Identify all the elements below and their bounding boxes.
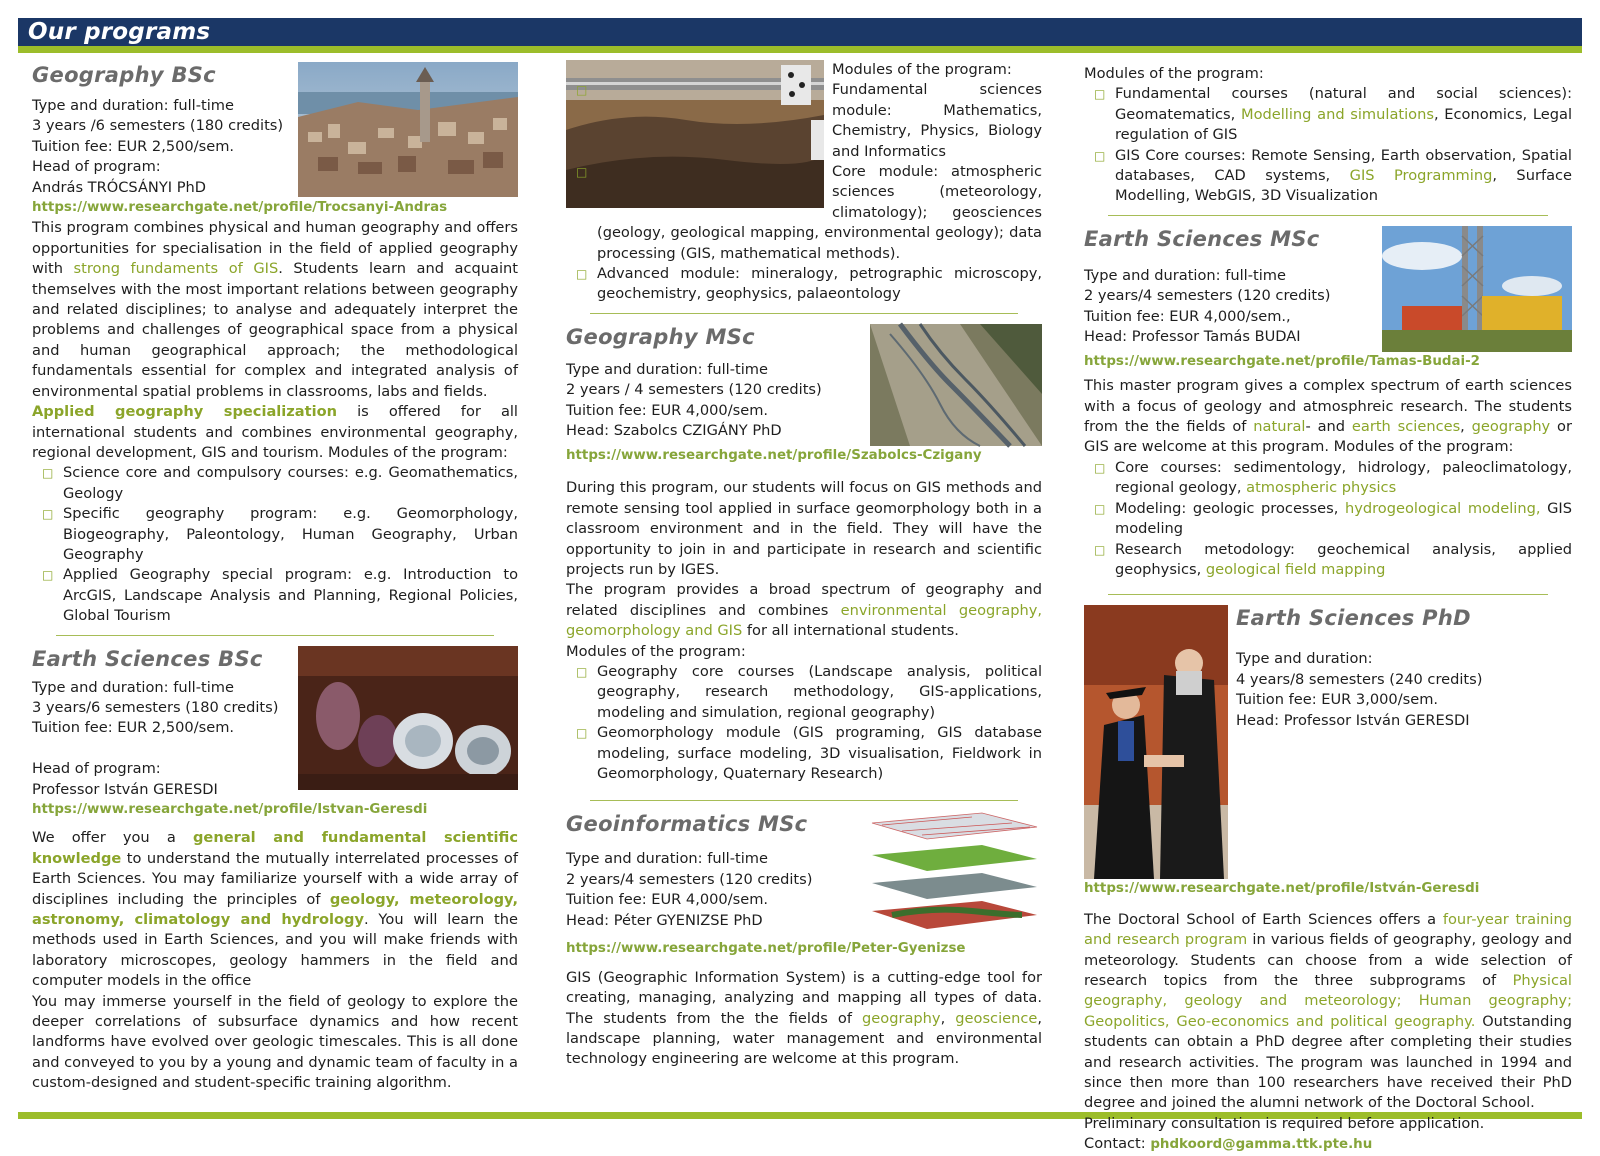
text-run: The program provides a broad spectrum of geography and related disciplines and combines bbox=[566, 581, 1042, 619]
section-divider bbox=[590, 313, 1018, 314]
geo-msc-modules-intro: Modules of the program: bbox=[566, 642, 746, 660]
geo-msc-description-2 bbox=[566, 580, 1042, 641]
geoinformatics-msc-section bbox=[566, 811, 1042, 1069]
es-bsc-modules-intro: Modules of the program: bbox=[832, 61, 1012, 78]
highlight-text: four-year training and research program bbox=[1084, 910, 1573, 949]
geo-msc-info-fee: Tuition fee: EUR 4,000/sem. bbox=[566, 401, 769, 419]
text-run: This master program gives a complex spectrum of earth sciences with a focus of geology and atmosphreic research. The students from the the fields of bbox=[1084, 377, 1572, 436]
text-run: This program combines physical and human geography and offers opportunities for specialisation in the field of applied geography with bbox=[32, 219, 518, 278]
geo-msc-modules bbox=[566, 662, 1042, 784]
river-aerial-photo bbox=[870, 324, 1042, 446]
geo-msc-description: During this program, our students will focus on GIS methods and remote sensing tool applied in surface geomorphology both in a classroom environment and in the field. They will have the opportunity to join in and participate in research and scientific projects run by IGES. bbox=[566, 479, 1042, 578]
text-run: We offer you a bbox=[32, 829, 193, 847]
text-run: Core courses: sedimentology, hidrology, paleoclimatology, regional geology, bbox=[1115, 458, 1572, 497]
geography-bsc-section bbox=[32, 62, 518, 627]
text-run: for all international students. bbox=[742, 622, 959, 640]
list-item: □ Fundamental sciences module: Mathematics, Chemistry, Physics, Biology and Informatics bbox=[566, 80, 1042, 162]
list-item: □ Specific geography program: e.g. Geomorphology, Biogeography, Paleontology, Human Geography, Urban Geography bbox=[32, 504, 518, 565]
text-run: Outstanding students can obtain a PhD degree after completing their studies and research activities. The program was launched in 1994 and since then more than 100 researchers have received their PhD degree and joined the alumni network of the Doctoral School. bbox=[1084, 1012, 1572, 1112]
geoinf-modules-list bbox=[1084, 84, 1572, 206]
highlight-text: geological field mapping bbox=[1205, 560, 1386, 578]
geoinf-modules-section bbox=[1084, 64, 1572, 207]
geoinf-info-type: Type and duration: full-time bbox=[566, 850, 768, 868]
es-bsc-info-type: Type and duration: full-time bbox=[32, 678, 234, 696]
geo-msc-info-duration: 2 years / 4 semesters (120 credits) bbox=[566, 381, 822, 399]
geo-msc-profile-link[interactable]: https://www.researchgate.net/profile/Szabolcs-Czigany bbox=[566, 447, 982, 463]
earth-sciences-bsc-section bbox=[32, 646, 518, 1094]
gis-layers-icon bbox=[862, 811, 1042, 939]
highlight-text: natural bbox=[1253, 418, 1306, 436]
es-bsc-modules-list bbox=[566, 80, 1042, 304]
highlight-text: GIS Programming bbox=[1349, 167, 1493, 185]
list-item: □ Advanced module: mineralogy, petrographic microscopy, geochemistry, geophysics, palaeontology bbox=[566, 264, 1042, 305]
list-item bbox=[1084, 458, 1572, 499]
es-bsc-info-head: Professor István GERESDI bbox=[32, 780, 218, 798]
es-msc-info-type: Type and duration: full-time bbox=[1084, 266, 1286, 284]
highlight-text: geology, meteorology, astronomy, climatology and hydrology bbox=[32, 890, 518, 929]
earth-sciences-phd-section bbox=[1084, 605, 1572, 1155]
geography-bsc-info-fee: Tuition fee: EUR 2,500/sem. bbox=[32, 137, 235, 155]
earth-sciences-msc-title: Earth Sciences MSc bbox=[1084, 226, 1320, 251]
geoinf-modules-intro: Modules of the program: bbox=[1084, 65, 1264, 82]
es-phd-info-head: Head: Professor István GERESDI bbox=[1236, 711, 1470, 729]
text-run: GIS modeling bbox=[1115, 499, 1572, 538]
text-run: The Doctoral School of Earth Sciences offers a bbox=[1084, 910, 1443, 928]
highlight-text: general and fundamental scientific knowledge bbox=[32, 829, 519, 867]
es-bsc-info-head-label: Head of program: bbox=[32, 760, 161, 778]
es-msc-info-duration: 2 years/4 semesters (120 credits) bbox=[1084, 287, 1331, 305]
text-run: or GIS are welcome at this program. Modules of the program: bbox=[1084, 418, 1572, 456]
geography-msc-section bbox=[566, 324, 1042, 785]
list-item: □ Science core and compulsory courses: e.g. Geomathematics, Geology bbox=[32, 463, 518, 504]
text-run: , bbox=[1460, 418, 1472, 436]
text-run: Research metodology: geochemical analysis, applied geophysics, bbox=[1115, 540, 1572, 578]
geography-bsc-title: Geography BSc bbox=[32, 63, 216, 87]
es-msc-description bbox=[1084, 376, 1572, 458]
es-msc-info-fee: Tuition fee: EUR 4,000/sem., bbox=[1084, 307, 1291, 325]
es-msc-profile-link[interactable]: https://www.researchgate.net/profile/Tamas-Budai-2 bbox=[1084, 353, 1480, 369]
highlight-text: earth sciences bbox=[1351, 418, 1461, 436]
text-run: , Economics, Legal regulation of GIS bbox=[1115, 105, 1573, 144]
es-bsc-description-2: You may immerse yourself in the field of geology to explore the deeper correlations of subsurface dynamics and how recent landforms have evolved over geologic timescales. This is all done and conveyed to you by a young and dynamic team of faculty in a custom-designed and student-specific training algorithm. bbox=[32, 992, 518, 1092]
highlight-text: strong fundaments of GIS bbox=[73, 260, 279, 278]
highlight-text: hydrogeological modeling, bbox=[1344, 499, 1541, 517]
geoinformatics-msc-title: Geoinformatics MSc bbox=[566, 812, 808, 837]
column-2 bbox=[566, 60, 1042, 1070]
page-title: Our programs bbox=[28, 19, 211, 45]
geography-bsc-specialization bbox=[32, 402, 518, 463]
es-msc-info-head: Head: Professor Tamás BUDAI bbox=[1084, 328, 1301, 346]
text-run: to understand the mutually interrelated processes of Earth Sciences. You may familiarize yourself with a wide array of disciplines including the principles of bbox=[32, 849, 518, 908]
section-divider bbox=[1108, 215, 1547, 216]
es-phd-info-duration: 4 years/8 semesters (240 credits) bbox=[1236, 670, 1483, 688]
geography-bsc-profile-link[interactable]: https://www.researchgate.net/profile/Trocsanyi-Andras bbox=[32, 200, 448, 216]
list-item bbox=[1084, 540, 1572, 581]
geography-bsc-description bbox=[32, 218, 518, 402]
es-bsc-description bbox=[32, 828, 518, 991]
highlight-text: environmental geography, geomorphology and GIS bbox=[566, 601, 1043, 640]
es-bsc-profile-link[interactable]: https://www.researchgate.net/profile/Istvan-Geresdi bbox=[32, 802, 428, 817]
geography-bsc-modules bbox=[32, 463, 518, 626]
header-bar bbox=[18, 18, 1582, 46]
earth-sciences-bsc-title: Earth Sciences BSc bbox=[32, 646, 263, 671]
list-item: □ Geomorphology module (GIS programing, GIS database modeling, surface modeling, 3D visualisation, Fieldwork in Geomorphology, Quaternary Research) bbox=[566, 723, 1042, 784]
list-item bbox=[1084, 146, 1572, 207]
text-run: . Students learn and acquaint themselves with the most important relations between geography and related disciplines; to analyse and adequately interpret the problems and challenges of geographical space from a physical and human geographical approach; the methodological fundamentals essential for complex and integrated analysis of environmental spatial problems in classrooms, labs and fields. bbox=[32, 260, 519, 400]
text-run: , landscape planning, water management and environmental technology engineering are welcome at this program. bbox=[566, 1009, 1043, 1068]
highlight-text: Modelling and simulations bbox=[1240, 105, 1434, 123]
geography-bsc-info-head: András TRÓCSÁNYI PhD bbox=[32, 178, 206, 196]
istanbul-photo bbox=[298, 62, 518, 197]
geo-msc-info-type: Type and duration: full-time bbox=[566, 360, 768, 378]
contact-label: Contact: bbox=[1084, 1135, 1151, 1153]
section-divider bbox=[590, 800, 1018, 801]
text-run: GIS (Geographic Information System) is a cutting-edge tool for creating, managing, analyzing and mapping all types of data. The students from the the fields of bbox=[566, 968, 1042, 1027]
text-run: , Surface Modelling, WebGIS, 3D Visualization bbox=[1115, 167, 1573, 205]
geoinf-info-fee: Tuition fee: EUR 4,000/sem. bbox=[566, 891, 769, 909]
section-divider bbox=[1108, 594, 1547, 595]
highlight-text: Applied geography specialization bbox=[32, 403, 338, 421]
text-run: is offered for all international students and combines environmental geography, regional development, GIS and tourism. Modules of the program: bbox=[32, 403, 518, 461]
text-run: , bbox=[940, 1009, 956, 1027]
es-phd-profile-link[interactable]: https://www.researchgate.net/profile/István-Geresdi bbox=[1084, 881, 1480, 897]
list-item: □ Core module: atmospheric sciences (meteorology, climatology); geosciences (geology, geological mapping, environmental geology); data processing (GIS, mathematical methods). bbox=[566, 162, 1042, 264]
drilling-rig-photo bbox=[1382, 226, 1572, 352]
geoinf-info-duration: 2 years/4 semesters (120 credits) bbox=[566, 870, 813, 888]
geography-bsc-info-type: Type and duration: full-time bbox=[32, 97, 234, 114]
geography-bsc-info-head-label: Head of program: bbox=[32, 158, 161, 176]
top-accent-bar bbox=[18, 46, 1582, 53]
es-phd-contact bbox=[1084, 1134, 1572, 1155]
list-item: □ Applied Geography special program: e.g. Introduction to ArcGIS, Landscape Analysis and Planning, Regional Policies, Global Tourism bbox=[32, 565, 518, 626]
es-phd-consultation: Preliminary consultation is required before application. bbox=[1084, 1114, 1485, 1132]
geo-msc-info-head: Head: Szabolcs CZIGÁNY PhD bbox=[566, 422, 782, 440]
earth-sciences-phd-title: Earth Sciences PhD bbox=[1236, 606, 1471, 631]
geoinf-info-head: Head: Péter GYENIZSE PhD bbox=[566, 911, 763, 929]
list-item bbox=[1084, 84, 1572, 145]
list-item bbox=[1084, 499, 1572, 540]
highlight-text: geoscience bbox=[955, 1009, 1038, 1027]
es-bsc-info-duration: 3 years/6 semesters (180 credits) bbox=[32, 698, 279, 716]
text-run: - and bbox=[1305, 418, 1352, 436]
text-run: in various fields of geography, geology and meteorology. Students can choose from a wide selection of research topics from the three subprograms of bbox=[1084, 931, 1572, 989]
geography-msc-title: Geography MSc bbox=[566, 324, 755, 349]
geoinf-profile-link[interactable]: https://www.researchgate.net/profile/Peter-Gyenizse bbox=[566, 941, 966, 957]
highlight-text: Physical geography, geology and meteorology; Human geography; Geopolitics, Geo-economics and political geography. bbox=[1084, 971, 1572, 1030]
es-phd-info-fee: Tuition fee: EUR 3,000/sem. bbox=[1236, 691, 1439, 709]
text-run: GIS Core courses: Remote Sensing, Earth observation, Spatial databases, CAD systems, bbox=[1115, 146, 1572, 185]
contact-email-link[interactable]: phdkoord@gamma.ttk.pte.hu bbox=[1150, 1137, 1373, 1153]
minerals-photo bbox=[298, 646, 518, 790]
es-phd-description bbox=[1084, 910, 1572, 1114]
highlight-text: geography bbox=[862, 1009, 941, 1027]
text-run: Fundamental courses (natural and social sciences): Geomatematics, bbox=[1115, 85, 1572, 123]
geoinf-description bbox=[566, 968, 1042, 1070]
es-bsc-modules-section bbox=[566, 60, 1042, 305]
geography-bsc-info-duration: 3 years /6 semesters (180 credits) bbox=[32, 117, 284, 135]
text-run: Modeling: geologic processes, bbox=[1115, 499, 1345, 517]
graduation-photo bbox=[1084, 605, 1228, 879]
column-1 bbox=[32, 60, 518, 1094]
highlight-text: atmospheric physics bbox=[1246, 479, 1397, 497]
earth-sciences-msc-section bbox=[1084, 226, 1572, 580]
column-3 bbox=[1084, 60, 1572, 1156]
es-msc-modules bbox=[1084, 458, 1572, 580]
es-bsc-info-fee: Tuition fee: EUR 2,500/sem. bbox=[32, 719, 235, 737]
section-divider bbox=[56, 635, 493, 636]
es-phd-info-type: Type and duration: bbox=[1236, 650, 1373, 668]
text-run: . You will learn the methods used in Earth Sciences, and you will make friends with laboratory microscopes, geology hammers in the field and computer models in the office bbox=[32, 911, 518, 990]
highlight-text: geography bbox=[1471, 418, 1551, 436]
list-item: □ Geography core courses (Landscape analysis, political geography, research methodology, GIS-applications, modeling and simulation, regional geography) bbox=[566, 662, 1042, 723]
